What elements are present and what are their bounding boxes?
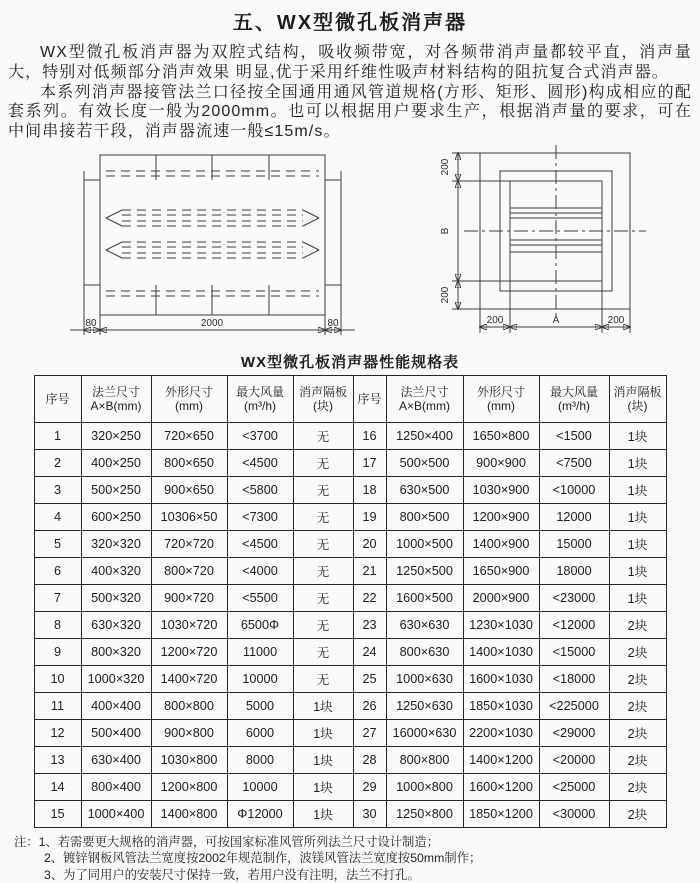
table-cell: 1400×1200	[463, 746, 539, 773]
table-cell: 2200×1030	[463, 719, 539, 746]
note-line-1: 注：1、若需要更大规格的消声器，可按国家标准风管所列法兰尺寸设计制造；	[14, 834, 439, 849]
column-header: 序号	[353, 375, 386, 422]
table-row	[34, 584, 666, 611]
intro-paragraph-1: WX型微孔板消声器为双腔式结构，吸收频带宽，对各频带消声量都较平直，消声量大，特别对低频部分消声效果 明显,优于采用纤维性吸声材料结构的阻抗复合式消声器。	[8, 44, 692, 81]
table-cell: 1650×800	[463, 422, 539, 449]
table-cell: 1250×800	[386, 800, 463, 827]
table-cell: <3700	[227, 422, 293, 449]
column-header: 外形尺寸 (mm)	[151, 375, 227, 422]
table-cell: Φ12000	[227, 800, 293, 827]
table-cell: 1000×320	[81, 665, 151, 692]
end-view-drawing	[418, 145, 688, 345]
table-cell: 400×320	[81, 557, 151, 584]
table-cell: 12000	[539, 503, 609, 530]
table-cell: 600×250	[81, 503, 151, 530]
table-cell: 2块	[609, 719, 666, 746]
table-cell: 1250×630	[386, 692, 463, 719]
table-row	[34, 611, 666, 638]
table-cell: 8000	[227, 746, 293, 773]
table-cell: 无	[293, 503, 353, 530]
dim-label-top-200: 200	[440, 158, 451, 176]
table-cell: 无	[293, 611, 353, 638]
column-header: 序号	[34, 375, 81, 422]
table-cell: 5	[34, 530, 81, 557]
dim-label-a: A	[552, 314, 560, 326]
table-cell: 400×250	[81, 449, 151, 476]
table-cell: 1030×900	[463, 476, 539, 503]
table-cell: 400×400	[81, 692, 151, 719]
table-cell: 1	[34, 422, 81, 449]
table-cell: 18000	[539, 557, 609, 584]
table-cell: 2块	[609, 800, 666, 827]
table-row	[34, 719, 666, 746]
table-cell: 20	[353, 530, 386, 557]
table-cell: 6500Φ	[227, 611, 293, 638]
table-cell: 1030×720	[151, 611, 227, 638]
table-cell: 900×720	[151, 584, 227, 611]
table-cell: 1400×900	[463, 530, 539, 557]
column-header: 消声隔板 (块)	[293, 375, 353, 422]
table-cell: 1块	[609, 422, 666, 449]
table-cell: 1块	[293, 692, 353, 719]
table-cell: 1600×1200	[463, 773, 539, 800]
table-cell: 8	[34, 611, 81, 638]
table-cell: 22	[353, 584, 386, 611]
table-cell: <5500	[227, 584, 293, 611]
table-cell: 1块	[609, 476, 666, 503]
table-cell: 1000×400	[81, 800, 151, 827]
table-cell: <30000	[539, 800, 609, 827]
table-cell: 720×720	[151, 530, 227, 557]
table-cell: <225000	[539, 692, 609, 719]
table-cell: 1600×1030	[463, 665, 539, 692]
table-cell: 无	[293, 557, 353, 584]
column-header: 消声隔板 (块)	[609, 375, 666, 422]
table-cell: 1块	[293, 719, 353, 746]
table-cell: 7	[34, 584, 81, 611]
table-cell: 1400×720	[151, 665, 227, 692]
table-cell: 2块	[609, 773, 666, 800]
table-row	[34, 449, 666, 476]
table-cell: 1200×900	[463, 503, 539, 530]
table-row	[34, 557, 666, 584]
table-cell: 2块	[609, 638, 666, 665]
table-cell: 1块	[609, 503, 666, 530]
table-cell: 1850×1030	[463, 692, 539, 719]
column-header: 法兰尺寸 A×B(mm)	[81, 375, 151, 422]
table-cell: 12	[34, 719, 81, 746]
table-cell: 500×500	[386, 449, 463, 476]
table-cell: 4	[34, 503, 81, 530]
table-cell: <23000	[539, 584, 609, 611]
table-cell: 无	[293, 530, 353, 557]
table-cell: 23	[353, 611, 386, 638]
table-cell: 2	[34, 449, 81, 476]
dim-label-right-200: 200	[607, 314, 625, 326]
table-cell: 800×720	[151, 557, 227, 584]
table-title: WX型微孔板消声器性能规格表	[240, 353, 460, 371]
table-cell: 800×800	[151, 692, 227, 719]
table-cell: 无	[293, 638, 353, 665]
table-cell: <7500	[539, 449, 609, 476]
table-cell: 24	[353, 638, 386, 665]
table-cell: 1030×800	[151, 746, 227, 773]
table-cell: 720×650	[151, 422, 227, 449]
table-cell: 无	[293, 665, 353, 692]
table-cell: <15000	[539, 638, 609, 665]
table-cell: 10000	[227, 665, 293, 692]
table-cell: 9	[34, 638, 81, 665]
table-cell: 800×800	[386, 746, 463, 773]
table-cell: <5800	[227, 476, 293, 503]
table-row	[34, 692, 666, 719]
dim-label-left-200: 200	[486, 314, 504, 326]
table-cell: 800×650	[151, 449, 227, 476]
table-cell: 10	[34, 665, 81, 692]
splitter-nose-cones	[106, 210, 319, 258]
table-cell: 无	[293, 422, 353, 449]
table-cell: 25	[353, 665, 386, 692]
table-cell: 1000×630	[386, 665, 463, 692]
table-cell: 1200×720	[151, 638, 227, 665]
table-cell: 630×500	[386, 476, 463, 503]
table-cell: 6000	[227, 719, 293, 746]
table-row	[34, 638, 666, 665]
table-cell: 1230×1030	[463, 611, 539, 638]
table-cell: 1块	[293, 746, 353, 773]
table-cell: 1650×900	[463, 557, 539, 584]
table-cell: 630×320	[81, 611, 151, 638]
table-cell: 800×500	[386, 503, 463, 530]
table-cell: <12000	[539, 611, 609, 638]
table-cell: 6	[34, 557, 81, 584]
table-cell: 19	[353, 503, 386, 530]
table-cell: 500×400	[81, 719, 151, 746]
spec-table-header	[34, 375, 666, 422]
table-cell: 无	[293, 476, 353, 503]
table-cell: 500×320	[81, 584, 151, 611]
table-cell: 30	[353, 800, 386, 827]
table-cell: 21	[353, 557, 386, 584]
table-cell: 11000	[227, 638, 293, 665]
table-cell: 1块	[609, 449, 666, 476]
table-cell: 1块	[609, 530, 666, 557]
table-cell: 无	[293, 584, 353, 611]
table-cell: <4500	[227, 530, 293, 557]
table-cell: 18	[353, 476, 386, 503]
table-cell: 28	[353, 746, 386, 773]
table-cell: <20000	[539, 746, 609, 773]
table-cell: 2块	[609, 611, 666, 638]
spec-table-body	[34, 422, 666, 827]
table-cell: 14	[34, 773, 81, 800]
table-cell: 1块	[609, 584, 666, 611]
dim-label-right-80: 80	[327, 317, 339, 329]
table-cell: 1600×500	[386, 584, 463, 611]
table-cell: 1400×800	[151, 800, 227, 827]
intro-paragraph-2: 本系列消声器接管法兰口径按全国通用通风管道规格(方形、矩形、圆形)构成相应的配套系列。有效长度一般为2000mm。也可以根据用户要求生产，根据消声量的要求，可在中间串接若干段，消声器流速一般≤15m/s。	[8, 83, 692, 141]
table-cell: <4500	[227, 449, 293, 476]
table-cell: 15	[34, 800, 81, 827]
table-cell: <29000	[539, 719, 609, 746]
table-cell: 800×630	[386, 638, 463, 665]
dim-label-length-2000: 2000	[200, 317, 224, 329]
table-cell: <1500	[539, 422, 609, 449]
column-header: 最大风量 (m³/h)	[539, 375, 609, 422]
table-cell: 630×630	[386, 611, 463, 638]
table-cell: <7300	[227, 503, 293, 530]
table-cell: <4000	[227, 557, 293, 584]
table-cell: 无	[293, 449, 353, 476]
column-header: 外形尺寸 (mm)	[463, 375, 539, 422]
side-view-drawing	[60, 145, 380, 345]
table-cell: 5000	[227, 692, 293, 719]
table-cell: 800×400	[81, 773, 151, 800]
table-cell: <18000	[539, 665, 609, 692]
table-cell: 500×250	[81, 476, 151, 503]
table-cell: 15000	[539, 530, 609, 557]
table-cell: 320×250	[81, 422, 151, 449]
table-cell: 2000×900	[463, 584, 539, 611]
table-cell: <10000	[539, 476, 609, 503]
table-cell: 16000×630	[386, 719, 463, 746]
table-cell: 29	[353, 773, 386, 800]
table-cell: 320×320	[81, 530, 151, 557]
technical-drawings	[8, 145, 692, 345]
table-cell: 1200×800	[151, 773, 227, 800]
table-cell: 900×800	[151, 719, 227, 746]
table-cell: 1250×400	[386, 422, 463, 449]
table-cell: 3	[34, 476, 81, 503]
note-line-2: 2、镀锌钢板风管法兰宽度按2002年规范制作，波镁风管法兰宽度按50mm制作；	[44, 851, 482, 866]
table-cell: 1块	[293, 773, 353, 800]
table-cell: 900×650	[151, 476, 227, 503]
dim-label-bottom-200: 200	[440, 286, 451, 304]
page-title: 五、WX型微孔板消声器	[232, 12, 468, 34]
table-cell: 2块	[609, 665, 666, 692]
table-cell: 2块	[609, 746, 666, 773]
table-cell: 13	[34, 746, 81, 773]
note-line-3: 3、为了同用户的安装尺寸保持一致，若用户没有注明，法兰不打孔。	[44, 867, 420, 882]
column-header: 最大风量 (m³/h)	[227, 375, 293, 422]
table-cell: 10000	[227, 773, 293, 800]
table-cell: 11	[34, 692, 81, 719]
table-cell: 1块	[609, 557, 666, 584]
table-cell: 1000×500	[386, 530, 463, 557]
footnotes	[14, 834, 692, 883]
column-header: 法兰尺寸 A×B(mm)	[386, 375, 463, 422]
table-cell: 27	[353, 719, 386, 746]
table-cell: 16	[353, 422, 386, 449]
table-cell: 900×900	[463, 449, 539, 476]
table-cell: 17	[353, 449, 386, 476]
table-cell: 1850×1200	[463, 800, 539, 827]
table-cell: 1250×500	[386, 557, 463, 584]
table-cell: 26	[353, 692, 386, 719]
dim-label-left-80: 80	[85, 317, 97, 329]
table-row	[34, 422, 666, 449]
table-row	[34, 503, 666, 530]
table-cell: 10306×50	[151, 503, 227, 530]
table-row	[34, 476, 666, 503]
table-row	[34, 800, 666, 827]
spec-table	[34, 375, 667, 828]
table-cell: 1400×1030	[463, 638, 539, 665]
table-cell: <25000	[539, 773, 609, 800]
perforated-lining-lines	[106, 171, 319, 296]
table-cell: 630×400	[81, 746, 151, 773]
table-row	[34, 746, 666, 773]
dim-label-b: B	[440, 227, 451, 235]
table-cell: 1块	[293, 800, 353, 827]
table-cell: 1000×800	[386, 773, 463, 800]
table-row	[34, 773, 666, 800]
table-row	[34, 665, 666, 692]
table-cell: 800×320	[81, 638, 151, 665]
table-row	[34, 530, 666, 557]
table-cell: 2块	[609, 692, 666, 719]
